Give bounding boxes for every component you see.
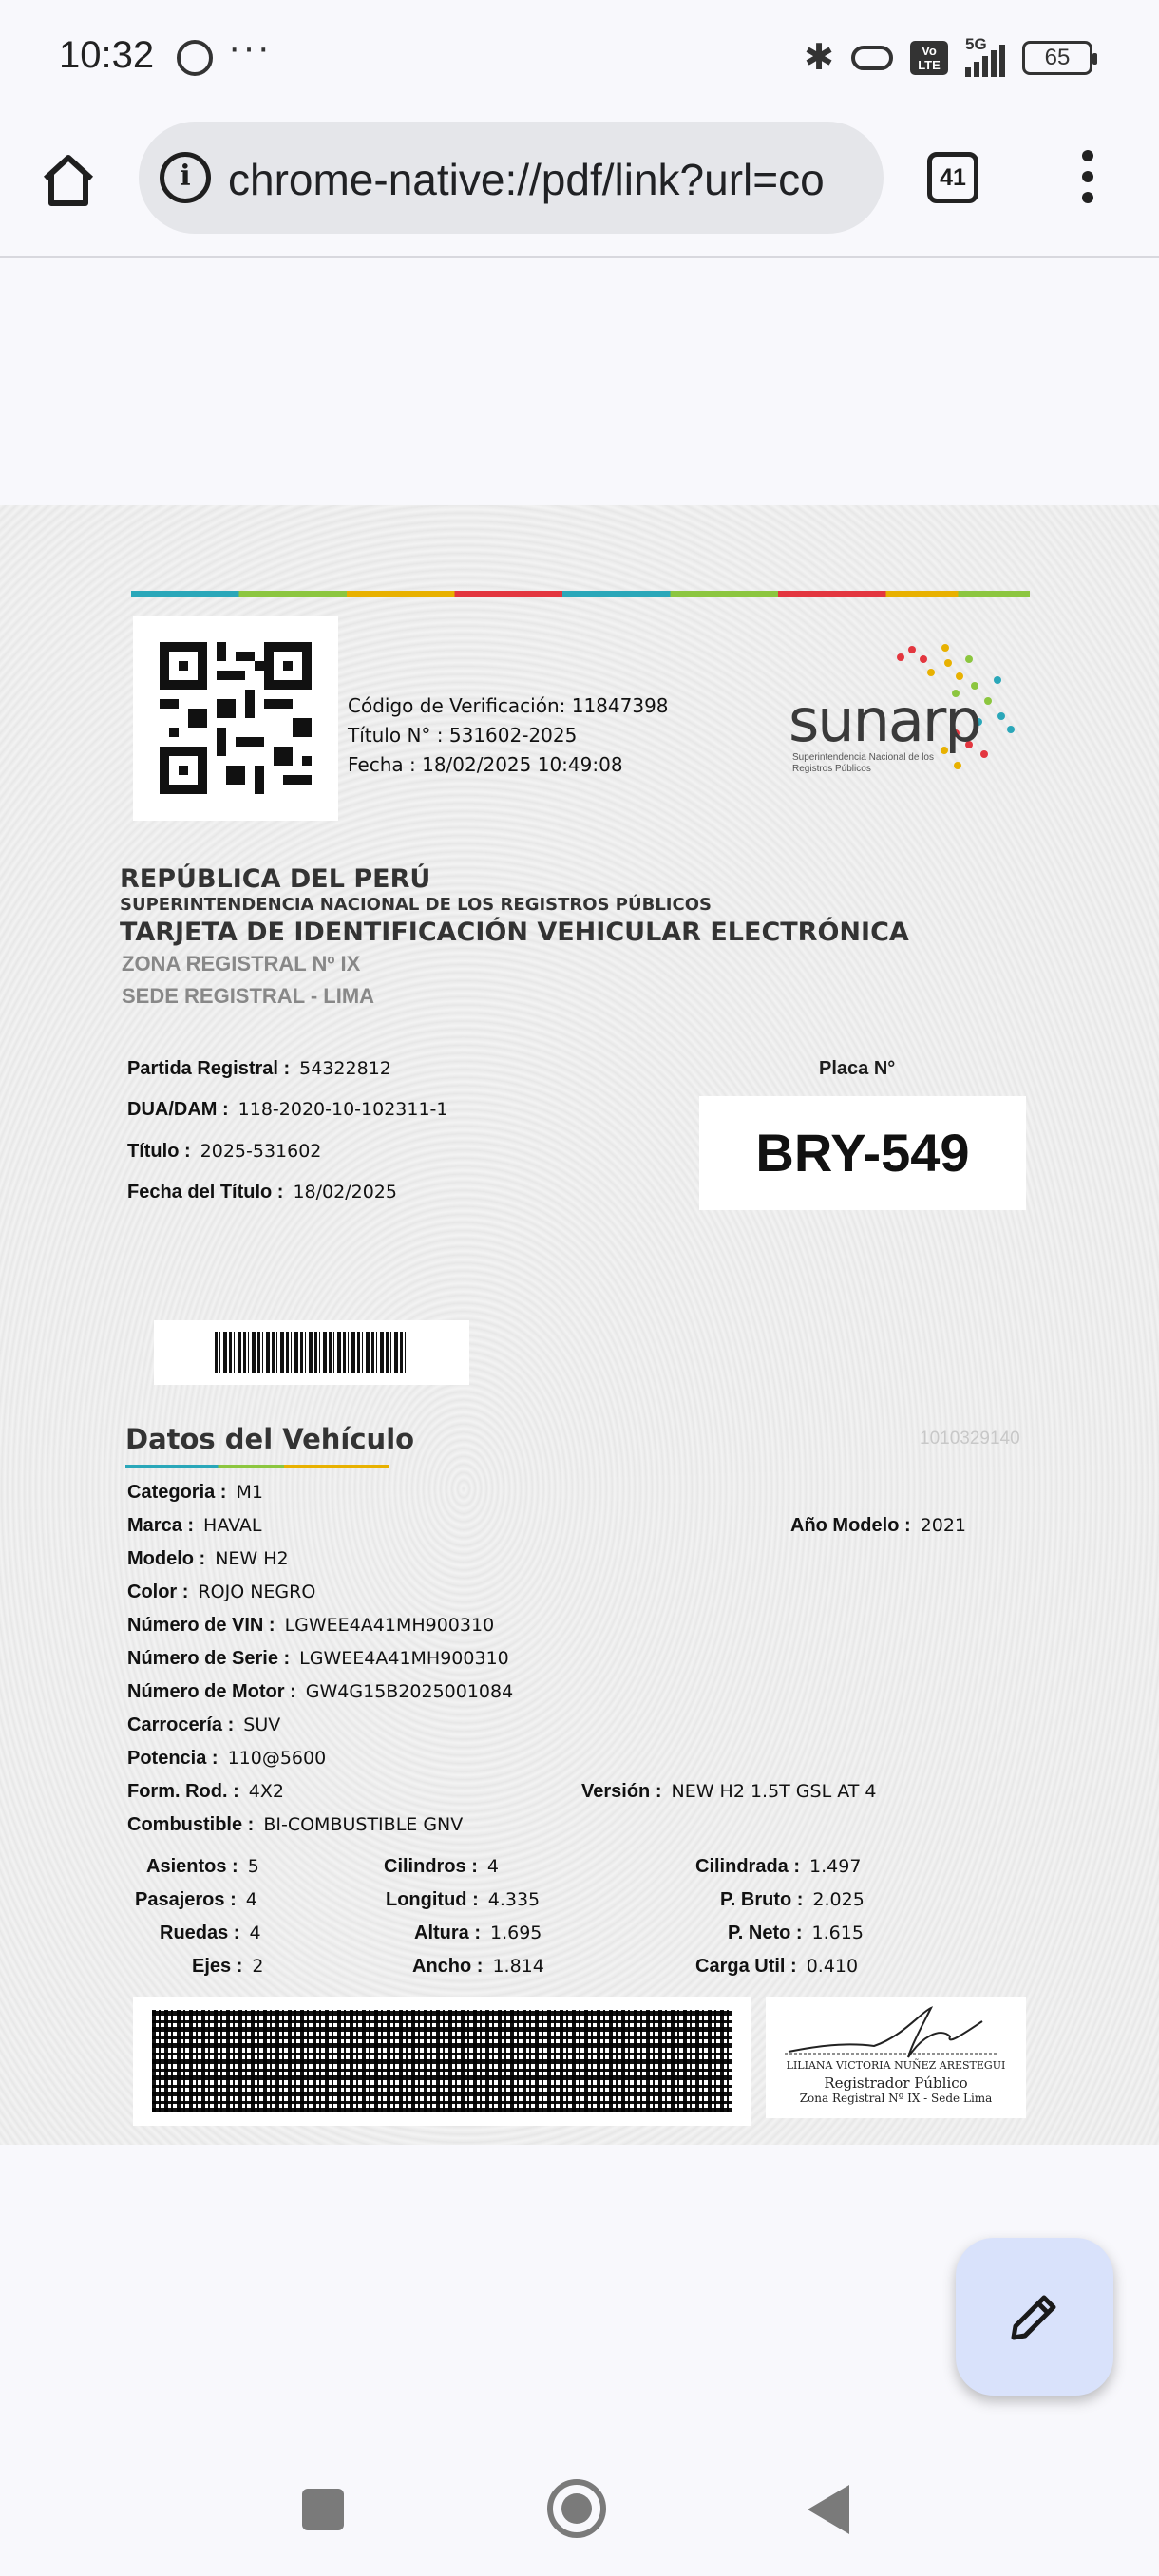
logo-text: sunarp [788, 686, 980, 755]
serial-number: 1010329140 [920, 1429, 1020, 1449]
barcode [154, 1320, 469, 1385]
logo-subtitle: Superintendencia Nacional de los Registros Públicos [792, 752, 934, 774]
header-zone: ZONA REGISTRAL Nº IX [122, 952, 361, 975]
spec-field: Cilindrada : 1.497 [695, 1856, 862, 1877]
vehicle-field: Form. Rod. : 4X2 [127, 1781, 284, 1802]
plate-label: Placa N° [819, 1058, 896, 1079]
vehicle-field: Color : ROJO NEGRO [127, 1582, 316, 1602]
spec-field: P. Neto : 1.615 [728, 1923, 864, 1943]
title-number: Título N° : 531602-2025 [348, 724, 578, 747]
spec-field: Carga Util : 0.410 [695, 1956, 859, 1977]
vehicle-field: Combustible : BI-COMBUSTIBLE GNV [127, 1814, 464, 1835]
section-underline [125, 1465, 390, 1468]
tabs-icon[interactable]: 41 [927, 152, 978, 203]
whatsapp-icon [177, 40, 213, 76]
network-type: 5G [965, 34, 987, 53]
vehicle-field: Modelo : NEW H2 [127, 1548, 289, 1569]
bluetooth-icon: ✱ [804, 38, 834, 78]
verification-code: Código de Verificación: 11847398 [348, 694, 669, 717]
overflow-notifications-icon: ··· [228, 27, 272, 68]
spec-field: Ruedas : 4 [160, 1923, 261, 1943]
signer-zone: Zona Registral Nº IX - Sede Lima [799, 2092, 993, 2105]
volte-icon: Vo LTE [910, 41, 948, 75]
header-agency: SUPERINTENDENCIA NACIONAL DE LOS REGISTROS PÚBLICOS [120, 895, 712, 915]
signature-scribble [779, 1998, 1016, 2065]
url-text[interactable]: chrome-native://pdf/link?url=co [228, 155, 825, 204]
home-icon[interactable] [38, 150, 99, 211]
spec-field: Asientos : 5 [146, 1856, 259, 1877]
spec-field: Cilindros : 4 [384, 1856, 499, 1877]
section-title: Datos del Vehículo [125, 1423, 415, 1455]
status-bar [0, 0, 1159, 112]
version-field: Versión : NEW H2 1.5T GSL AT 4 [581, 1781, 877, 1802]
registry-field: DUA/DAM : 118-2020-10-102311-1 [127, 1099, 448, 1120]
spec-field: Longitud : 4.335 [386, 1889, 541, 1910]
more-icon[interactable] [1074, 150, 1102, 211]
registry-field: Partida Registral : 54322812 [127, 1058, 391, 1079]
vehicle-field: Marca : HAVAL [127, 1515, 262, 1536]
edit-icon [1006, 2288, 1063, 2345]
url-bar[interactable] [139, 122, 884, 234]
info-icon[interactable]: i [160, 152, 211, 203]
verification-info [348, 691, 669, 780]
home-nav-icon[interactable] [547, 2479, 606, 2538]
qr-code [133, 616, 338, 821]
vehicle-field: Potencia : 110@5600 [127, 1748, 327, 1769]
spec-field: Ejes : 2 [192, 1956, 264, 1977]
vehicle-field: Categoria : M1 [127, 1482, 263, 1503]
plate-number: BRY-549 [699, 1096, 1026, 1210]
registry-field: Fecha del Título : 18/02/2025 [127, 1182, 397, 1203]
signer-name: LILIANA VICTORIA NUÑEZ ARESTEGUI [786, 2059, 1006, 2072]
link-icon [851, 46, 893, 70]
issue-date: Fecha : 18/02/2025 10:49:08 [348, 753, 623, 776]
spec-field: Altura : 1.695 [414, 1923, 542, 1943]
sunarp-logo [788, 638, 1045, 781]
header-seat: SEDE REGISTRAL - LIMA [122, 984, 375, 1008]
year-model-field: Año Modelo : 2021 [790, 1515, 966, 1536]
browser-toolbar [0, 112, 1159, 258]
vehicle-field: Carrocería : SUV [127, 1714, 281, 1735]
system-nav-bar [0, 2451, 1159, 2576]
spec-field: Pasajeros : 4 [135, 1889, 257, 1910]
color-stripe [131, 591, 1030, 597]
pdf417-barcode [133, 1997, 750, 2126]
spec-field: P. Bruto : 2.025 [720, 1889, 864, 1910]
header-country: REPÚBLICA DEL PERÚ [120, 864, 431, 894]
signature-block [766, 1997, 1026, 2118]
header-document-type: TARJETA DE IDENTIFICACIÓN VEHICULAR ELECTRÓNICA [120, 918, 909, 947]
pdf-page [0, 505, 1159, 2145]
battery-icon: 65 [1022, 41, 1092, 75]
signal-icon [965, 34, 1005, 77]
vehicle-field: Número de Motor : GW4G15B2025001084 [127, 1681, 514, 1702]
vehicle-field: Número de Serie : LGWEE4A41MH900310 [127, 1648, 509, 1669]
spec-field: Ancho : 1.814 [412, 1956, 544, 1977]
recents-icon[interactable] [302, 2489, 344, 2530]
registry-field: Título : 2025-531602 [127, 1141, 322, 1162]
vehicle-field: Número de VIN : LGWEE4A41MH900310 [127, 1615, 495, 1636]
edit-button[interactable] [956, 2238, 1113, 2396]
status-time: 10:32 [59, 34, 155, 76]
back-icon[interactable] [808, 2485, 849, 2534]
signer-role: Registrador Público [824, 2074, 968, 2092]
